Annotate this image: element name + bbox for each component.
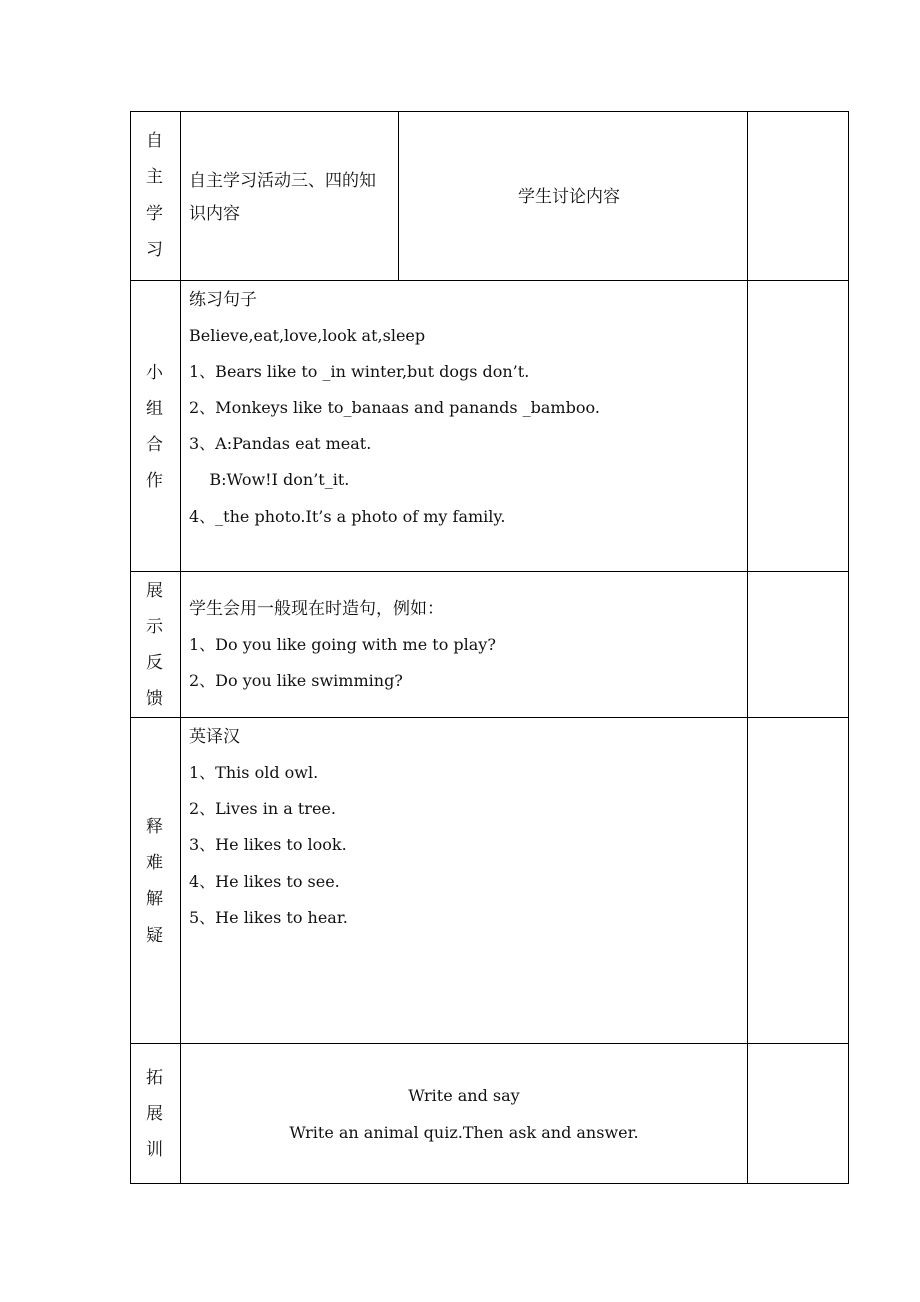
row-label-char: 展	[146, 1104, 163, 1124]
activity-heading: Write and say	[408, 1086, 520, 1105]
row-label-char: 疑	[146, 926, 163, 946]
discussion-text: 学生讨论内容	[518, 187, 620, 207]
row-label-char: 难	[146, 853, 163, 873]
activity-instruction: Write an animal quiz.Then ask and answer.	[289, 1123, 639, 1142]
row-label-char: 训	[146, 1140, 163, 1160]
row-divider	[130, 1043, 849, 1044]
table-border-top	[130, 111, 849, 112]
row-label-char: 组	[146, 399, 163, 419]
row-label-char: 学	[146, 204, 163, 224]
content-line: 2、Lives in a tree.	[189, 799, 336, 818]
section-title: 练习句子	[189, 290, 257, 310]
row-label-char: 馈	[146, 689, 163, 709]
row-label-char: 释	[146, 817, 163, 837]
row-divider	[130, 571, 849, 572]
content-line: 3、A:Pandas eat meat.	[189, 434, 372, 453]
table-border-bottom	[130, 1183, 849, 1184]
row-label-char: 小	[146, 363, 163, 383]
row-divider	[130, 717, 849, 718]
content-line: 1、Bears like to _in winter,but dogs don’t.	[189, 362, 530, 381]
row-label-char: 合	[146, 435, 163, 455]
content-line: 3、He likes to look.	[189, 835, 347, 854]
row-label-char: 自	[146, 131, 163, 151]
row-label-char: 拓	[146, 1068, 163, 1088]
content-line: Believe,eat,love,look at,sleep	[189, 326, 426, 345]
section-title: 英译汉	[189, 727, 240, 747]
table-border-right	[848, 111, 849, 1184]
content-line: 1、Do you like going with me to play?	[189, 635, 496, 654]
column-divider	[398, 111, 399, 281]
row-label-char: 作	[146, 471, 163, 491]
content-line: 4、_the photo.It’s a photo of my family.	[189, 507, 506, 526]
content-line: 1、This old owl.	[189, 763, 319, 782]
row-label-char: 示	[146, 617, 163, 637]
content-line: 2、Do you like swimming?	[189, 671, 403, 690]
column-divider	[180, 111, 181, 1184]
row-label-char: 解	[146, 889, 163, 909]
row-label-char: 主	[146, 167, 163, 187]
row-divider	[130, 280, 849, 281]
content-line: 4、He likes to see.	[189, 872, 340, 891]
content-line: 5、He likes to hear.	[189, 908, 348, 927]
row-label-char: 反	[146, 653, 163, 673]
column-divider	[747, 111, 748, 1184]
section-intro: 学生会用一般现在时造句，例如：	[189, 599, 444, 619]
content-line: 2、Monkeys like to_banaas and panands _bamboo.	[189, 398, 600, 417]
table-border-left	[130, 111, 131, 1184]
row-label-char: 习	[146, 240, 163, 260]
content-text: 识内容	[189, 204, 240, 224]
content-line: B:Wow!I don’t_it.	[189, 470, 350, 489]
row-label-char: 展	[146, 581, 163, 601]
content-text: 自主学习活动三、四的知	[189, 171, 376, 191]
